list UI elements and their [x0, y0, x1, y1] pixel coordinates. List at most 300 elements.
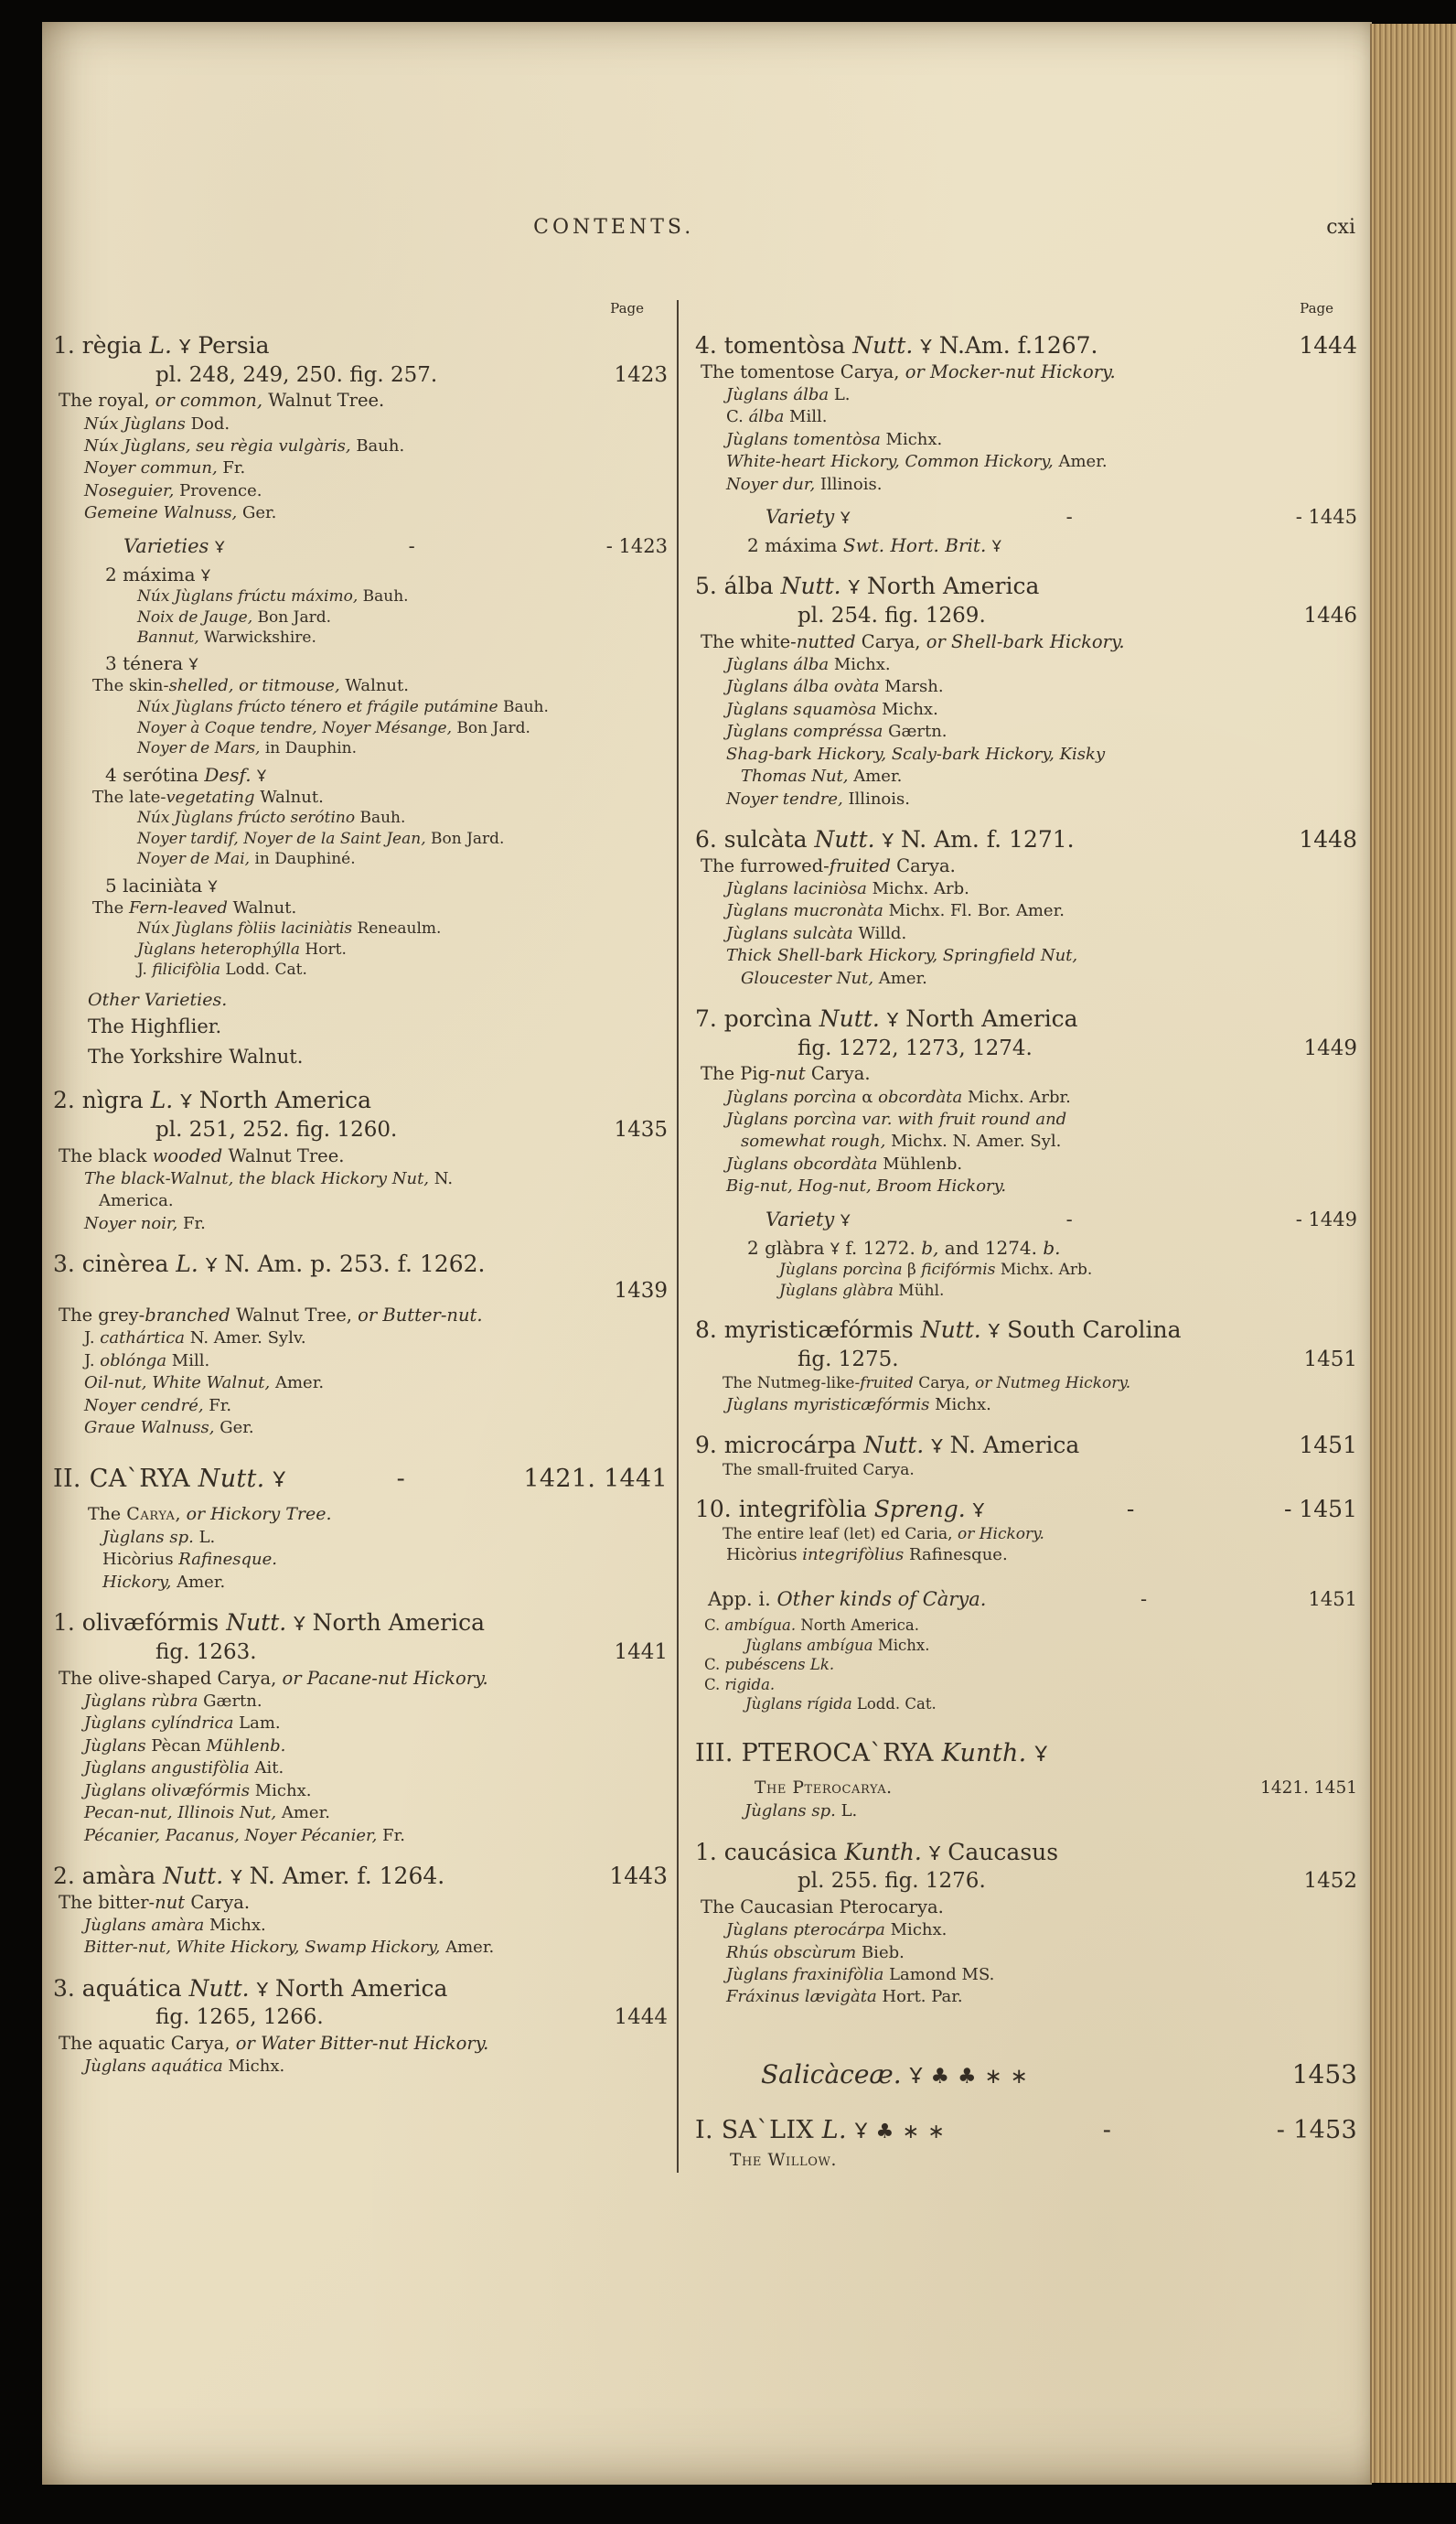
- plate-figure-reference: [53, 1639, 668, 1667]
- line-text: 1. règia L. Ұ Persia: [53, 332, 270, 359]
- line-text: J. oblónga Mill.: [84, 1350, 210, 1370]
- line-text: The skin-shelled, or titmouse, Walnut.: [92, 676, 409, 696]
- page-ref: 1449: [1303, 1036, 1357, 1060]
- common-name-line: [695, 1460, 1357, 1480]
- synonym-line: [695, 1154, 1357, 1176]
- line-text: J. filicifòlia Lodd. Cat.: [137, 961, 307, 980]
- line-text: Núx Jùglans frúcto serótino Bauh.: [137, 809, 406, 828]
- line-text: The Pig-nut Carya.: [701, 1063, 871, 1085]
- contents-title: CONTENTS.: [533, 216, 695, 239]
- other-varieties-heading: [53, 988, 668, 1013]
- synonym-line: [53, 1691, 668, 1713]
- variety-synonym-line: [53, 607, 668, 628]
- plate-figure-reference: [53, 362, 668, 390]
- line-text: fig. 1265, 1266.: [155, 2005, 324, 2030]
- variety-synonym-line: [53, 918, 668, 939]
- species-entry-heading: [695, 1431, 1357, 1460]
- common-name-line: [53, 1891, 668, 1915]
- variety-synonym-line: [53, 586, 668, 607]
- synonym-line: [695, 1919, 1357, 1941]
- other-varieties-heading: [53, 1502, 668, 1527]
- line-text: 6. sulcàta Nutt. Ұ N. Am. f. 1271.: [695, 826, 1075, 854]
- variety-heading: [53, 651, 668, 675]
- line-text: The olive-shaped Carya, or Pacane-nut Hickory.: [59, 1667, 488, 1689]
- page-ref: - 1423: [605, 534, 668, 557]
- variety-heading: [695, 533, 1357, 557]
- page-ref: 1444: [1299, 332, 1357, 359]
- line-text: fig. 1275.: [798, 1347, 899, 1371]
- tree-icon: Ұ: [882, 830, 894, 853]
- line-text: The bitter-nut Carya.: [59, 1891, 251, 1913]
- line-text: 3 ténera Ұ: [105, 652, 198, 675]
- line-text: I. SA`LIX L. Ұ ♣ ∗ ∗: [695, 2116, 946, 2145]
- line-text: Noyer tardif, Noyer de la Saint Jean, Bon Jard.: [137, 829, 505, 848]
- line-text: The black-Walnut, the black Hickory Nut, N. America.: [84, 1168, 454, 1211]
- synonym-line: [695, 1544, 1357, 1566]
- line-text: 2 máxima Swt. Hort. Brit. Ұ: [747, 534, 1001, 557]
- synonym-line: [53, 1937, 668, 1959]
- variety-synonym-line: [53, 808, 668, 828]
- line-text: White-heart Hickory, Common Hickory, Amer.: [726, 452, 1108, 472]
- line-text: Shag-bark Hickory, Scaly-bark Hickory, Kisky Thomas Nut, Amer.: [726, 744, 1106, 787]
- line-text: fig. 1263.: [155, 1639, 257, 1664]
- tree-icon: Ұ: [909, 2064, 923, 2089]
- line-text: Jùglans porcìna α obcordàta Michx. Arbr.: [726, 1087, 1071, 1107]
- line-text: App. i. Other kinds of Càrya.: [708, 1587, 987, 1610]
- synonym-line: [695, 699, 1357, 721]
- small-plant-icon: ∗: [1010, 2064, 1028, 2089]
- line-text: The Caucasian Pterocarya.: [701, 1896, 944, 1917]
- line-text: Núx Jùglans frúcto ténero et frágile putámine Bauh.: [137, 698, 549, 717]
- line-text: Hicòrius integrifòlius Rafinesque.: [726, 1545, 1008, 1565]
- line-text: Rhús obscùrum Bieb.: [726, 1942, 905, 1962]
- line-text: 3. cinèrea L. Ұ N. Am. p. 253. f. 1262.: [53, 1251, 486, 1278]
- line-text: Salicàceæ. Ұ ♣ ♣ ∗ ∗: [761, 2058, 1028, 2089]
- line-text: Noseguier, Provence.: [84, 480, 262, 500]
- synonym-line: [695, 676, 1357, 698]
- line-text: Bannut, Warwickshire.: [137, 628, 316, 648]
- line-text: fig. 1272, 1273, 1274.: [798, 1036, 1033, 1060]
- species-entry-heading: [53, 331, 668, 360]
- line-text: Jùglans olivæfórmis Michx.: [84, 1780, 312, 1800]
- page-column-label: [695, 300, 1357, 317]
- line-text: C. ambígua. North America.: [704, 1616, 919, 1635]
- tree-icon: Ұ: [854, 2120, 868, 2144]
- line-text: Fráxinus lævigàta Hort. Par.: [726, 1987, 963, 2007]
- genus-synonym-line: [695, 1800, 1357, 1822]
- variety-common-name-line: [53, 675, 668, 697]
- leader-dash: -: [1140, 1587, 1148, 1610]
- species-entry-heading: [695, 1495, 1357, 1524]
- page-ref: 1439: [614, 1278, 668, 1303]
- species-entry-heading: [53, 1086, 668, 1115]
- line-text: Pecan-nut, Illinois Nut, Amer.: [84, 1803, 330, 1823]
- species-entry-heading: [695, 1838, 1357, 1867]
- appendix-heading: [695, 1587, 1357, 1613]
- small-caps-name-line: [695, 2149, 1357, 2173]
- line-text: Graue Walnuss, Ger.: [84, 1418, 254, 1438]
- genus-synonym-line: [53, 1572, 668, 1594]
- varieties-subheading: [695, 1208, 1357, 1232]
- plate-figure-reference: [695, 1868, 1357, 1896]
- synonym-line: [695, 721, 1357, 743]
- line-text: C. rigida.: [704, 1675, 776, 1693]
- species-entry-heading: [53, 1974, 668, 2003]
- tree-icon: Ұ: [1034, 1742, 1048, 1767]
- synonym-line: [695, 1087, 1357, 1109]
- genus-section-heading: [695, 2115, 1357, 2147]
- plate-figure-reference: [695, 1347, 1357, 1374]
- line-text: 1. olivæfórmis Nutt. Ұ North America: [53, 1609, 486, 1637]
- small-caps-name-line: [695, 1777, 1357, 1800]
- page-ref: 1451: [1299, 1432, 1357, 1459]
- tree-icon: Ұ: [988, 1320, 1001, 1343]
- small-plant-icon: ∗: [902, 2120, 920, 2144]
- leader-dash: -: [1102, 2116, 1112, 2145]
- synonym-line: [53, 1168, 668, 1213]
- page-ref: 1446: [1303, 603, 1357, 628]
- synonym-line: [695, 429, 1357, 451]
- variety-heading: [695, 1236, 1357, 1260]
- common-name-line: [695, 1373, 1357, 1393]
- line-text: Jùglans rígida Lodd. Cat.: [745, 1695, 937, 1713]
- common-name-line: [53, 1667, 668, 1691]
- page-ref: 1441: [614, 1639, 668, 1664]
- line-text: Jùglans álba Michx.: [726, 654, 891, 674]
- appendix-synonym-line: [695, 1636, 1357, 1655]
- synonym-line: [53, 457, 668, 479]
- line-text: Jùglans heterophýlla Hort.: [137, 940, 347, 959]
- line-text: C. pubéscens Lk.: [704, 1656, 835, 1674]
- page-ref: - 1453: [1276, 2116, 1357, 2145]
- synonym-line: [53, 1395, 668, 1417]
- page-ref: 1421. 1451: [1260, 1778, 1357, 1799]
- leader-dash: -: [408, 534, 415, 557]
- page-ref: 1448: [1299, 826, 1357, 854]
- tree-icon: Ұ: [931, 1435, 943, 1458]
- named-variety-line: [53, 1042, 668, 1072]
- genus-synonym-line: [53, 1527, 668, 1549]
- common-name-line: [695, 1524, 1357, 1544]
- line-text: 2. amàra Nutt. Ұ N. Amer. f. 1264.: [53, 1863, 445, 1890]
- line-text: The furrowed-fruited Carya.: [701, 854, 956, 876]
- page-ref: - 1449: [1295, 1208, 1357, 1230]
- line-text: Jùglans sp. L.: [744, 1801, 858, 1821]
- page-ref: Page: [610, 300, 644, 317]
- synonym-line: [695, 878, 1357, 900]
- line-text: The grey-branched Walnut Tree, or Butter-nut.: [59, 1305, 483, 1326]
- line-text: The tomentose Carya, or Mocker-nut Hickory.: [701, 360, 1116, 382]
- variety-heading: [53, 563, 668, 586]
- tree-icon: Ұ: [830, 1241, 840, 1259]
- varieties-subheading: [695, 505, 1357, 530]
- tree-icon: Ұ: [848, 576, 861, 599]
- line-text: Jùglans rùbra Gærtn.: [84, 1691, 262, 1711]
- page-ref: 1453: [1291, 2058, 1357, 2089]
- line-text: 9. microcárpa Nutt. Ұ N. America: [695, 1432, 1080, 1459]
- synonym-line: [53, 1713, 668, 1735]
- synonym-line: [695, 900, 1357, 922]
- common-name-line: [695, 1896, 1357, 1919]
- book-page: [42, 22, 1372, 2485]
- line-text: Noyer dur, Illinois.: [726, 474, 883, 494]
- leader-dash: -: [1065, 1208, 1073, 1230]
- line-text: 5 laciniàta Ұ: [105, 874, 218, 897]
- page-ref: 1443: [609, 1863, 668, 1890]
- line-text: The small-fruited Carya.: [723, 1460, 915, 1479]
- line-text: Noyer cendré, Fr.: [84, 1395, 232, 1415]
- synonym-line: [695, 1986, 1357, 2008]
- synonym-line: [53, 1825, 668, 1847]
- line-text: Noyer noir, Fr.: [84, 1213, 206, 1233]
- line-text: The late-vegetating Walnut.: [92, 787, 324, 807]
- tree-icon: Ұ: [178, 336, 191, 358]
- line-text: Jùglans squamòsa Michx.: [726, 699, 938, 719]
- synonym-line: [53, 1780, 668, 1802]
- line-text: Jùglans álba ovàta Marsh.: [726, 677, 944, 697]
- line-text: 2 máxima Ұ: [105, 564, 210, 586]
- page-content: [53, 216, 1357, 2173]
- tree-icon: Ұ: [273, 1467, 286, 1492]
- synonym-line: [695, 945, 1357, 990]
- genus-section-heading: [53, 1464, 668, 1496]
- line-text: 3. aquática Nutt. Ұ North America: [53, 1974, 448, 2002]
- tree-icon: Ұ: [205, 1254, 218, 1277]
- synonym-line: [53, 1327, 668, 1349]
- line-text: Noyer tendre, Illinois.: [726, 789, 910, 809]
- column-left: [53, 300, 668, 2173]
- line-text: Varieties Ұ: [123, 534, 225, 557]
- tree-icon: Ұ: [972, 1499, 985, 1522]
- common-name-line: [53, 1304, 668, 1327]
- line-text: C. álba Mill.: [726, 407, 828, 427]
- species-entry-heading: [695, 331, 1357, 360]
- line-text: II. CA`RYA Nutt. Ұ: [53, 1464, 286, 1493]
- variety-synonym-line: [695, 1281, 1357, 1301]
- line-text: Noix de Jauge, Bon Jard.: [137, 607, 331, 627]
- variety-heading: [53, 763, 668, 787]
- page-ref: 1423: [614, 362, 668, 387]
- line-text: Jùglans fraxinifòlia Lamond MS.: [726, 1964, 995, 1984]
- synonym-line: [53, 1735, 668, 1757]
- variety-synonym-line: [53, 738, 668, 758]
- synonym-line: [53, 1213, 668, 1235]
- line-text: Jùglans Pècan Mühlenb.: [84, 1735, 286, 1756]
- shrub-icon: ♣: [957, 2064, 977, 2089]
- common-name-line: [53, 1144, 668, 1168]
- variety-synonym-line: [53, 697, 668, 717]
- line-text: The Yorkshire Walnut.: [88, 1045, 304, 1068]
- line-text: The Nutmeg-like-fruited Carya, or Nutmeg Hickory.: [723, 1374, 1131, 1393]
- line-text: pl. 255. fig. 1276.: [798, 1869, 986, 1894]
- line-text: 7. porcìna Nutt. Ұ North America: [695, 1005, 1078, 1033]
- synonym-line: [695, 1942, 1357, 1964]
- shrub-icon: ♣: [930, 2064, 950, 2089]
- line-text: Jùglans laciniòsa Michx. Arb.: [726, 878, 969, 898]
- line-text: Jùglans porcìna var. with fruit round and somewhat rough, Michx. N. Amer. Syl.: [726, 1110, 1067, 1152]
- plate-figure-reference: [695, 1036, 1357, 1063]
- line-text: Jùglans mucronàta Michx. Fl. Bor. Amer.: [726, 901, 1065, 921]
- variety-synonym-line: [53, 829, 668, 849]
- page-ref: Page: [1300, 300, 1333, 317]
- line-text: Núx Jùglans, seu règia vulgàris, Bauh.: [84, 435, 405, 456]
- variety-synonym-line: [53, 849, 668, 869]
- line-text: Noyer de Mai, in Dauphiné.: [137, 850, 356, 869]
- synonym-line: [53, 1372, 668, 1394]
- line-text: J. cathártica N. Amer. Sylv.: [84, 1328, 306, 1348]
- species-entry-heading: [695, 1316, 1357, 1345]
- line-text: Jùglans amàra Michx.: [84, 1915, 266, 1935]
- line-text: 8. myristicæfórmis Nutt. Ұ South Carolina: [695, 1316, 1182, 1344]
- page-ref: 1451: [1308, 1587, 1357, 1610]
- running-header: [53, 216, 1357, 249]
- line-text: Variety Ұ: [765, 1208, 851, 1230]
- named-variety-line: [53, 1012, 668, 1042]
- species-entry-heading: [53, 1862, 668, 1891]
- line-text: Big-nut, Hog-nut, Broom Hickory.: [726, 1176, 1007, 1197]
- varieties-subheading: [53, 534, 668, 559]
- tree-icon: Ұ: [230, 1866, 242, 1889]
- line-text: III. PTEROCA`RYA Kunth. Ұ: [695, 1738, 1048, 1767]
- common-name-line: [695, 1062, 1357, 1086]
- page-ref: 1421. 1441: [523, 1464, 668, 1493]
- line-text: 10. integrifòlia Spreng. Ұ: [695, 1496, 985, 1523]
- synonym-line: [53, 1350, 668, 1372]
- tree-icon: Ұ: [180, 1090, 192, 1113]
- line-text: The Fern-leaved Walnut.: [92, 897, 297, 918]
- line-text: Gemeine Walnuss, Ger.: [84, 503, 277, 523]
- appendix-species-line: [695, 1655, 1357, 1674]
- synonym-line: [695, 789, 1357, 811]
- tree-icon: Ұ: [200, 567, 210, 585]
- variety-common-name-line: [53, 787, 668, 809]
- line-text: Jùglans angustifòlia Ait.: [84, 1758, 284, 1778]
- shrub-icon: ♣: [875, 2120, 894, 2144]
- page-edge-stack: [1372, 24, 1456, 2483]
- line-text: Jùglans pterocárpa Michx.: [726, 1920, 947, 1940]
- line-text: 2. nìgra L. Ұ North America: [53, 1087, 372, 1114]
- species-entry-heading: [695, 825, 1357, 854]
- species-entry-heading: [53, 1608, 668, 1638]
- column-right: [695, 300, 1357, 2173]
- line-text: Thick Shell-bark Hickory, Springfield Nut, Gloucester Nut, Amer.: [726, 946, 1078, 988]
- columns: [53, 300, 1357, 2173]
- synonym-line: [695, 654, 1357, 676]
- synonym-line: [53, 2056, 668, 2078]
- line-text: The Highflier.: [88, 1015, 222, 1038]
- variety-synonym-line: [53, 628, 668, 648]
- common-name-line: [695, 630, 1357, 654]
- line-text: Jùglans compréssa Gærtn.: [726, 722, 947, 742]
- page-ref: - 1445: [1295, 505, 1357, 528]
- synonym-line: [53, 1915, 668, 1937]
- line-text: Jùglans sp. L.: [102, 1527, 216, 1547]
- line-text: 4 serótina Desf. Ұ: [105, 763, 266, 786]
- line-text: Jùglans glàbra Mühl.: [779, 1281, 945, 1300]
- line-text: Variety Ұ: [765, 505, 851, 528]
- line-text: 4. tomentòsa Nutt. Ұ N.Am. f.1267.: [695, 332, 1098, 359]
- appendix-synonym-line: [695, 1694, 1357, 1713]
- line-text: Jùglans aquática Michx.: [84, 2057, 285, 2077]
- line-text: Oil-nut, White Walnut, Amer.: [84, 1373, 325, 1393]
- line-text: Núx Jùglans frúctu máximo, Bauh.: [137, 587, 409, 607]
- appendix-species-line: [695, 1675, 1357, 1694]
- line-text: pl. 251, 252. fig. 1260.: [155, 1117, 398, 1142]
- species-entry-heading: [695, 1004, 1357, 1034]
- tree-icon: Ұ: [840, 509, 851, 528]
- variety-heading: [53, 874, 668, 897]
- line-text: Jùglans obcordàta Mühlenb.: [726, 1154, 963, 1174]
- tree-icon: Ұ: [840, 1211, 851, 1230]
- synonym-line: [53, 1757, 668, 1779]
- line-text: The Carya, or Hickory Tree.: [88, 1504, 332, 1525]
- tree-icon: Ұ: [256, 767, 266, 785]
- line-text: Bitter-nut, White Hickory, Swamp Hickory, Amer.: [84, 1938, 495, 1958]
- genus-section-heading: [695, 1738, 1357, 1770]
- page-number-line: [53, 1279, 668, 1305]
- variety-synonym-line: [695, 1260, 1357, 1280]
- page-ref: - 1451: [1283, 1496, 1357, 1523]
- line-text: The white-nutted Carya, or Shell-bark Hickory.: [701, 630, 1125, 652]
- line-text: The Pterocarya.: [755, 1778, 893, 1799]
- synonym-line: [695, 406, 1357, 428]
- line-text: Other Varieties.: [88, 989, 228, 1010]
- line-text: 1. caucásica Kunth. Ұ Caucasus: [695, 1838, 1059, 1865]
- line-text: The royal, or common, Walnut Tree.: [59, 390, 385, 412]
- column-divider: [677, 300, 679, 2173]
- tree-icon: Ұ: [886, 1009, 899, 1032]
- line-text: Jùglans myristicæfórmis Michx.: [726, 1394, 991, 1414]
- plate-figure-reference: [53, 1117, 668, 1144]
- synonym-line: [695, 923, 1357, 945]
- synonym-line: [695, 744, 1357, 789]
- common-name-line: [695, 854, 1357, 878]
- appendix-species-line: [695, 1616, 1357, 1635]
- variety-synonym-line: [53, 718, 668, 738]
- genus-synonym-line: [53, 1549, 668, 1571]
- line-text: Jùglans cylíndrica Lam.: [84, 1713, 281, 1734]
- line-text: Jùglans tomentòsa Michx.: [726, 429, 943, 449]
- family-heading: [695, 2058, 1357, 2091]
- line-text: Núx Jùglans fòliis laciniàtis Reneaulm.: [137, 919, 442, 939]
- line-text: Núx Jùglans Dod.: [84, 414, 230, 434]
- line-text: pl. 254. fig. 1269.: [798, 603, 986, 628]
- variety-synonym-line: [53, 960, 668, 980]
- synonym-line: [53, 1802, 668, 1824]
- leader-dash: -: [396, 1464, 406, 1493]
- tree-icon: Ұ: [991, 538, 1001, 556]
- synonym-line: [53, 480, 668, 502]
- line-text: Noyer commun, Fr.: [84, 458, 246, 478]
- line-text: Noyer à Coque tendre, Noyer Mésange, Bon Jard.: [137, 718, 530, 737]
- variety-synonym-line: [53, 940, 668, 960]
- line-text: Noyer de Mars, in Dauphin.: [137, 739, 357, 758]
- page-column-label: [53, 300, 668, 317]
- tree-icon: Ұ: [188, 656, 198, 674]
- small-plant-icon: ∗: [927, 2120, 946, 2144]
- line-text: The Willow.: [730, 2150, 837, 2170]
- book-fore-edge: [1370, 24, 1456, 2483]
- common-name-line: [53, 389, 668, 413]
- synonym-line: [53, 1417, 668, 1439]
- tree-icon: Ұ: [294, 1613, 305, 1636]
- tree-icon: Ұ: [920, 336, 932, 358]
- page-ref: 1435: [614, 1117, 668, 1142]
- line-text: pl. 248, 249, 250. fig. 257.: [155, 362, 438, 387]
- synonym-line: [695, 1176, 1357, 1198]
- tree-icon: Ұ: [215, 538, 225, 557]
- plate-figure-reference: [695, 603, 1357, 630]
